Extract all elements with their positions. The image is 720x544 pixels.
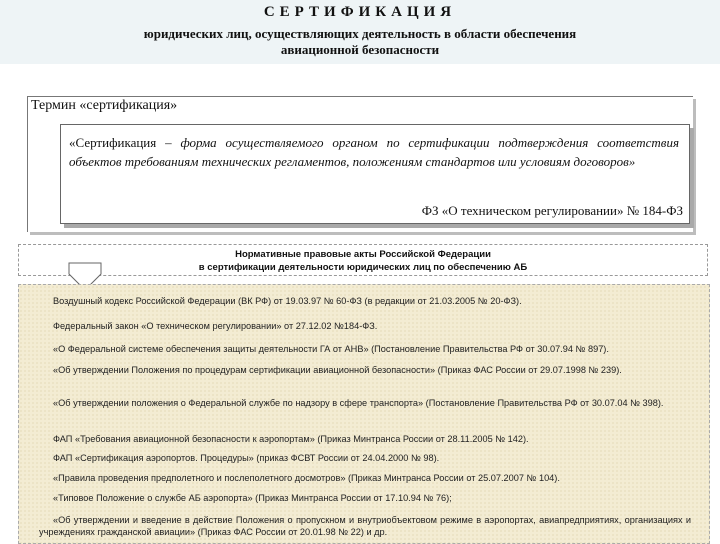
list-item: ФАП «Сертификация аэропортов. Процедуры» (приказ ФСВТ России от 24.04.2000 № 98). — [53, 453, 440, 463]
page-subtitle — [0, 26, 720, 58]
list-item: «Об утверждении положения о Федеральной службе по надзору в сфере транспорта» (Постановление Правительства РФ от 30.07.04 № 398). — [53, 398, 664, 408]
list-item: «О Федеральной системе обеспечения защиты деятельности ГА от АНВ» (Постановление Правительства РФ от 30.07.94 № 897). — [53, 344, 609, 354]
term-section-label: Термин «сертификация» — [31, 98, 178, 113]
npa-header-line-1: Нормативные правовые акты Российской Федерации — [235, 249, 491, 260]
npa-header — [18, 244, 708, 276]
page-subtitle-line-2: авиационной безопасности — [280, 42, 440, 57]
page-title: СЕРТИФИКАЦИЯ — [263, 4, 457, 20]
npa-header-line-2: в сертификации деятельности юридических лиц по обеспечению АБ — [198, 262, 528, 273]
list-item: «Об утверждении и введение в действие Положения о пропускном и внутриобъектовом режиме в аэропортах, авиапредприятиях, организациях и учреждениях гражданской авиации» (Приказ ФАС России от 20.01.98 № 22) и др. — [39, 515, 691, 537]
list-item: ФАП «Требования авиационной безопасности к аэропортам» (Приказ Минтранса России от 28.11.2005 № 142). — [53, 434, 529, 444]
list-item: «Типовое Положение о службе АБ аэропорта» (Приказ Минтранса России от 17.10.94 № 76); — [53, 493, 452, 503]
list-item: Федеральный закон «О техническом регулировании» от 27.12.02 №184-ФЗ. — [53, 321, 378, 331]
definition-body: форма осуществляемого органом по сертификации подтверждения соответствия объектов требованиям технических регламентов, положениям стандартов или условиям договоров» — [69, 135, 679, 169]
definition-text — [69, 133, 679, 171]
definition-source: ФЗ «О техническом регулировании» № 184-ФЗ — [421, 203, 683, 218]
list-item: «Правила проведения предполетного и послеполетного досмотров» (Приказ Минтранса России от 25.07.2007 № 104). — [53, 473, 560, 483]
list-item: Воздушный кодекс Российской Федерации (ВК РФ) от 19.03.97 № 60-ФЗ (в редакции от 21.03.2005 № 20-ФЗ). — [53, 296, 522, 306]
page-subtitle-line-1: юридических лиц, осуществляющих деятельность в области обеспечения — [143, 26, 577, 41]
title-band — [0, 0, 720, 64]
definition-box — [60, 124, 690, 224]
npa-list — [18, 284, 710, 544]
definition-term: «Сертификация – — [69, 135, 172, 150]
list-item: «Об утверждении Положения по процедурам сертификации авиационной безопасности» (Приказ ФАС России от 29.07.1998 № 239). — [53, 365, 622, 375]
